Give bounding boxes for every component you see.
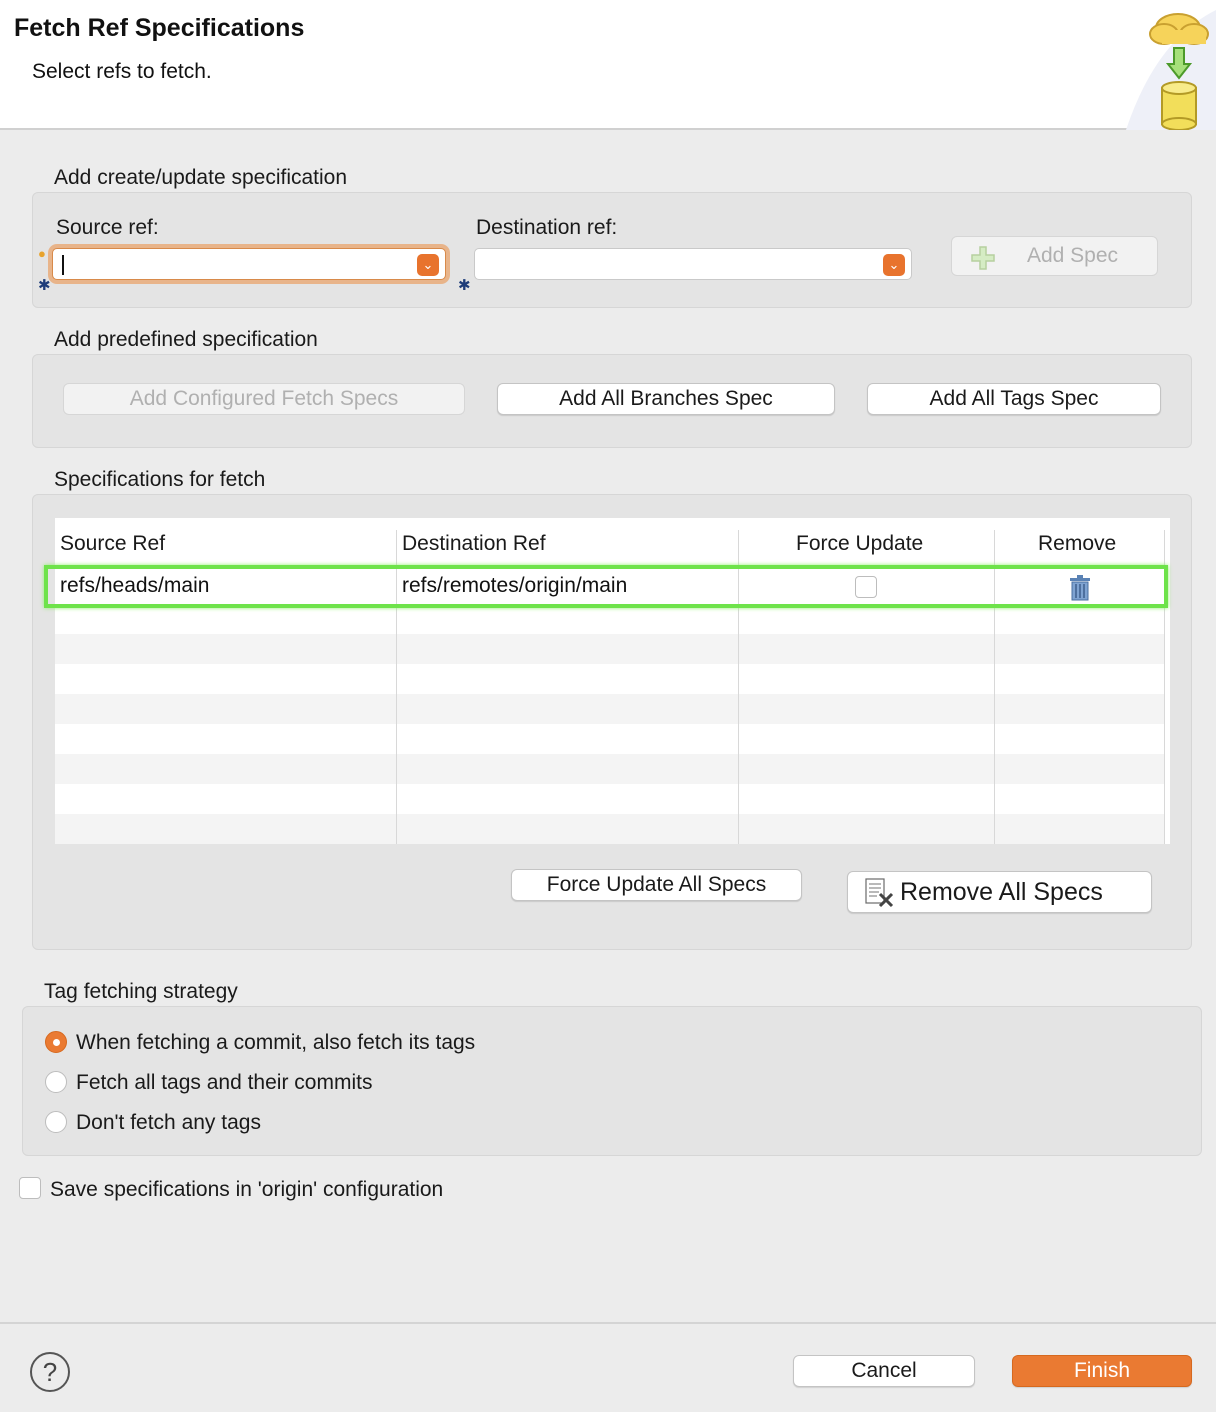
- required-field-icon: ✱: [458, 277, 471, 294]
- chevron-down-icon[interactable]: ⌄: [883, 254, 905, 276]
- source-ref-label: Source ref:: [56, 216, 159, 239]
- no-tags-radio[interactable]: [45, 1111, 67, 1133]
- chevron-down-icon[interactable]: ⌄: [417, 254, 439, 276]
- fetch-commit-tags-radio[interactable]: [45, 1031, 67, 1053]
- add-all-branches-spec-button[interactable]: Add All Branches Spec: [497, 383, 835, 415]
- selected-row-highlight: [44, 565, 1168, 608]
- tag-strategy-section-label: Tag fetching strategy: [44, 980, 238, 1003]
- fetch-banner-icon: [1066, 0, 1216, 130]
- page-title: Fetch Ref Specifications: [14, 14, 305, 42]
- force-update-all-specs-button[interactable]: Force Update All Specs: [511, 869, 802, 901]
- destination-ref-label: Destination ref:: [476, 216, 618, 239]
- finish-button[interactable]: Finish: [1012, 1355, 1192, 1387]
- destination-ref-cell[interactable]: refs/remotes/origin/main: [402, 574, 628, 597]
- column-header-source-ref[interactable]: Source Ref: [60, 532, 166, 555]
- table-row: [55, 754, 1165, 784]
- add-spec-label: Add Spec: [1026, 244, 1119, 267]
- table-row: [55, 634, 1165, 664]
- predefined-section-label: Add predefined specification: [54, 328, 318, 351]
- table-row: [55, 814, 1165, 844]
- page-subtitle: Select refs to fetch.: [32, 60, 212, 83]
- text-cursor: [62, 255, 64, 275]
- remove-all-specs-button[interactable]: [847, 871, 1152, 913]
- column-header-remove[interactable]: Remove: [1038, 532, 1117, 555]
- remove-all-icon: [864, 878, 896, 908]
- add-configured-fetch-specs-button[interactable]: Add Configured Fetch Specs: [63, 383, 465, 415]
- table-row: [55, 694, 1165, 724]
- remove-all-specs-label: Remove All Specs: [900, 878, 1103, 906]
- fetch-all-tags-radio[interactable]: [45, 1071, 67, 1093]
- column-header-force-update[interactable]: Force Update: [796, 532, 924, 555]
- destination-ref-combo[interactable]: [474, 248, 912, 280]
- save-config-label[interactable]: Save specifications in 'origin' configuration: [50, 1178, 444, 1201]
- add-all-tags-spec-button[interactable]: Add All Tags Spec: [867, 383, 1161, 415]
- wizard-header: [0, 0, 1216, 130]
- source-ref-combo[interactable]: [52, 248, 446, 280]
- help-icon[interactable]: ?: [30, 1352, 70, 1392]
- save-config-checkbox[interactable]: [19, 1177, 41, 1199]
- source-ref-cell[interactable]: refs/heads/main: [60, 574, 210, 597]
- content-assist-bulb-icon: ●: [38, 246, 46, 261]
- fetch-commit-tags-label[interactable]: When fetching a commit, also fetch its tags: [76, 1031, 476, 1054]
- column-header-destination-ref[interactable]: Destination Ref: [402, 532, 546, 555]
- fetch-all-tags-label[interactable]: Fetch all tags and their commits: [76, 1071, 373, 1094]
- create-update-section-label: Add create/update specification: [54, 166, 348, 189]
- footer-divider: [0, 1322, 1216, 1324]
- no-tags-label[interactable]: Don't fetch any tags: [76, 1111, 261, 1134]
- add-spec-button[interactable]: [951, 236, 1158, 276]
- required-field-icon: ✱: [38, 277, 51, 294]
- cancel-button[interactable]: Cancel: [793, 1355, 975, 1387]
- plus-icon: [970, 245, 996, 271]
- specs-section-label: Specifications for fetch: [54, 468, 266, 491]
